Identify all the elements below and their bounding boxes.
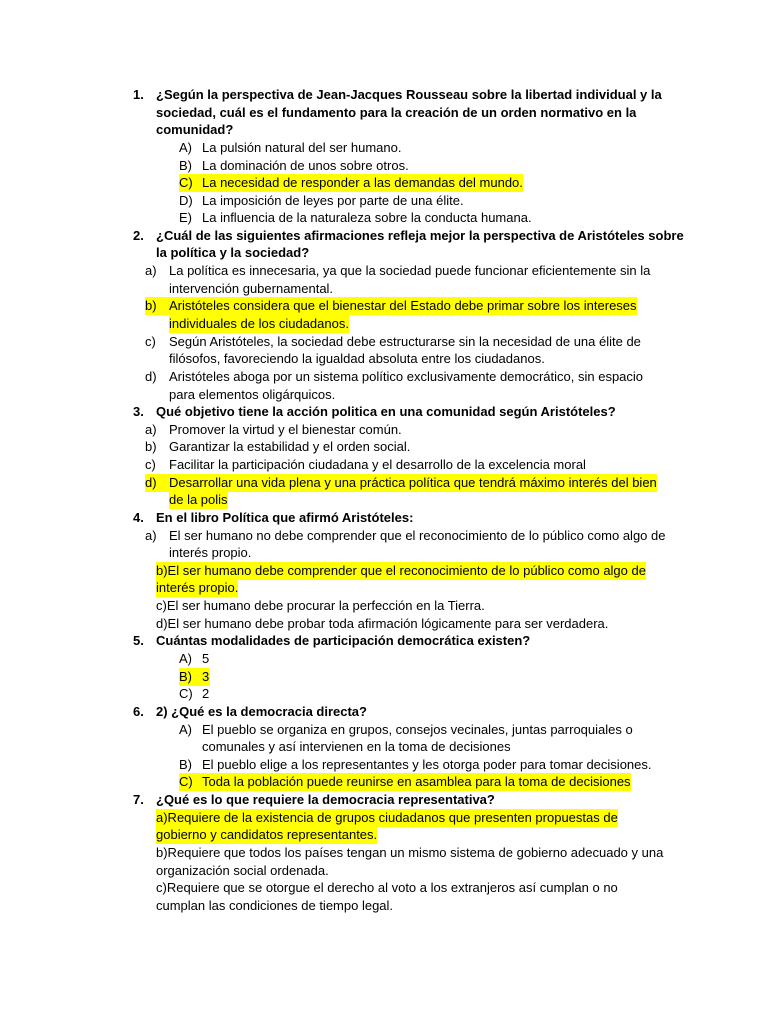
option-text: para elementos oligárquicos. [169, 387, 336, 402]
option-text: organización social ordenada. [156, 863, 329, 878]
question-number: 6. [133, 704, 144, 719]
option-text-highlighted: La necesidad de responder a las demandas del mundo. [202, 175, 523, 190]
question-number: 3. [133, 404, 144, 419]
option-text: Según Aristóteles, la sociedad debe estructurarse sin la necesidad de una élite de [169, 334, 641, 349]
option-label: B) [179, 757, 192, 772]
option-text: La pulsión natural del ser humano. [202, 140, 402, 155]
option-text-highlighted: a)Requiere de la existencia de grupos ciudadanos que presenten propuestas de [156, 810, 618, 825]
option-label: E) [179, 210, 192, 225]
option-text-highlighted: b)El ser humano debe comprender que el reconocimiento de lo público como algo de [156, 563, 646, 578]
option-text: La imposición de leyes por parte de una élite. [202, 193, 464, 208]
option-text-highlighted: Desarrollar una vida plena y una práctica política que tendrá máximo interés del bien [169, 475, 657, 490]
option-text: La política es innecesaria, ya que la sociedad puede funcionar eficientemente sin la [169, 263, 651, 278]
question-text: comunidad? [156, 122, 234, 137]
option-label: C) [179, 773, 202, 791]
question-text: 2) ¿Qué es la democracia directa? [156, 704, 367, 719]
question-number: 2. [133, 228, 144, 243]
option-label: C) [179, 686, 193, 701]
option-label: A) [179, 651, 192, 666]
question-number: 5. [133, 633, 144, 648]
option-text: Garantizar la estabilidad y el orden social. [169, 439, 411, 454]
option-text-highlighted: 3 [202, 669, 210, 684]
option-text-highlighted: Aristóteles considera que el bienestar del Estado debe primar sobre los intereses [169, 298, 637, 313]
option-text: b)Requiere que todos los países tengan un mismo sistema de gobierno adecuado y una [156, 845, 664, 860]
question-text: la política y la sociedad? [156, 245, 310, 260]
question-text: ¿Cuál de las siguientes afirmaciones refleja mejor la perspectiva de Aristóteles sobre [156, 228, 684, 243]
question-text: Cuántas modalidades de participación democrática existen? [156, 633, 531, 648]
option-text: interés propio. [169, 545, 252, 560]
option-text: 5 [202, 651, 210, 666]
question-text: ¿Qué es lo que requiere la democracia representativa? [156, 792, 495, 807]
question-number: 7. [133, 792, 144, 807]
question-number: 1. [133, 87, 144, 102]
question-text: En el libro Política que afirmó Aristóteles: [156, 510, 414, 525]
option-label: c) [145, 457, 156, 472]
option-text: comunales y así intervienen en la toma de decisiones [202, 739, 511, 754]
option-text: El pueblo elige a los representantes y les otorga poder para tomar decisiones. [202, 757, 652, 772]
option-text: cumplan las condiciones de tiempo legal. [156, 898, 394, 913]
question-text: Qué objetivo tiene la acción politica en una comunidad según Aristóteles? [156, 404, 616, 419]
option-label: B) [179, 668, 202, 686]
question-number: 4. [133, 510, 144, 525]
option-label: a) [145, 422, 157, 437]
option-label: d) [145, 474, 169, 492]
option-text: Promover la virtud y el bienestar común. [169, 422, 402, 437]
option-text: c)El ser humano debe procurar la perfección en la Tierra. [156, 598, 485, 613]
option-label: A) [179, 140, 192, 155]
option-label: a) [145, 263, 157, 278]
option-text-highlighted: de la polis [169, 492, 228, 507]
option-text: El ser humano no debe comprender que el reconocimiento de lo público como algo de [169, 528, 666, 543]
option-label: b) [145, 297, 169, 315]
option-text-highlighted: gobierno y candidatos representantes. [156, 827, 378, 842]
option-text-highlighted: individuales de los ciudadanos. [169, 316, 349, 331]
option-text: Facilitar la participación ciudadana y el desarrollo de la excelencia moral [169, 457, 586, 472]
option-text: c)Requiere que se otorgue el derecho al voto a los extranjeros así cumplan o no [156, 880, 618, 895]
option-label: b) [145, 439, 157, 454]
option-text: intervención gubernamental. [169, 281, 334, 296]
option-text: La influencia de la naturaleza sobre la conducta humana. [202, 210, 532, 225]
option-text: filósofos, favoreciendo la igualdad absoluta entre los ciudadanos. [169, 351, 545, 366]
question-text: sociedad, cuál es el fundamento para la creación de un orden normativo en la [156, 105, 637, 120]
option-text: El pueblo se organiza en grupos, consejos vecinales, juntas parroquiales o [202, 722, 633, 737]
option-label: d) [145, 369, 157, 384]
question-text: ¿Según la perspectiva de Jean-Jacques Rousseau sobre la libertad individual y la [156, 87, 662, 102]
option-text: La dominación de unos sobre otros. [202, 158, 409, 173]
option-text-highlighted: interés propio. [156, 580, 239, 595]
option-text: Aristóteles aboga por un sistema político exclusivamente democrático, sin espacio [169, 369, 644, 384]
option-label: c) [145, 334, 156, 349]
option-text: 2 [202, 686, 210, 701]
option-label: A) [179, 722, 192, 737]
option-label: a) [145, 528, 157, 543]
option-text: d)El ser humano debe probar toda afirmación lógicamente para ser verdadera. [156, 616, 609, 631]
option-label: C) [179, 174, 202, 192]
option-text-highlighted: Toda la población puede reunirse en asamblea para la toma de decisiones [202, 774, 631, 789]
option-label: D) [179, 193, 193, 208]
option-label: B) [179, 158, 192, 173]
